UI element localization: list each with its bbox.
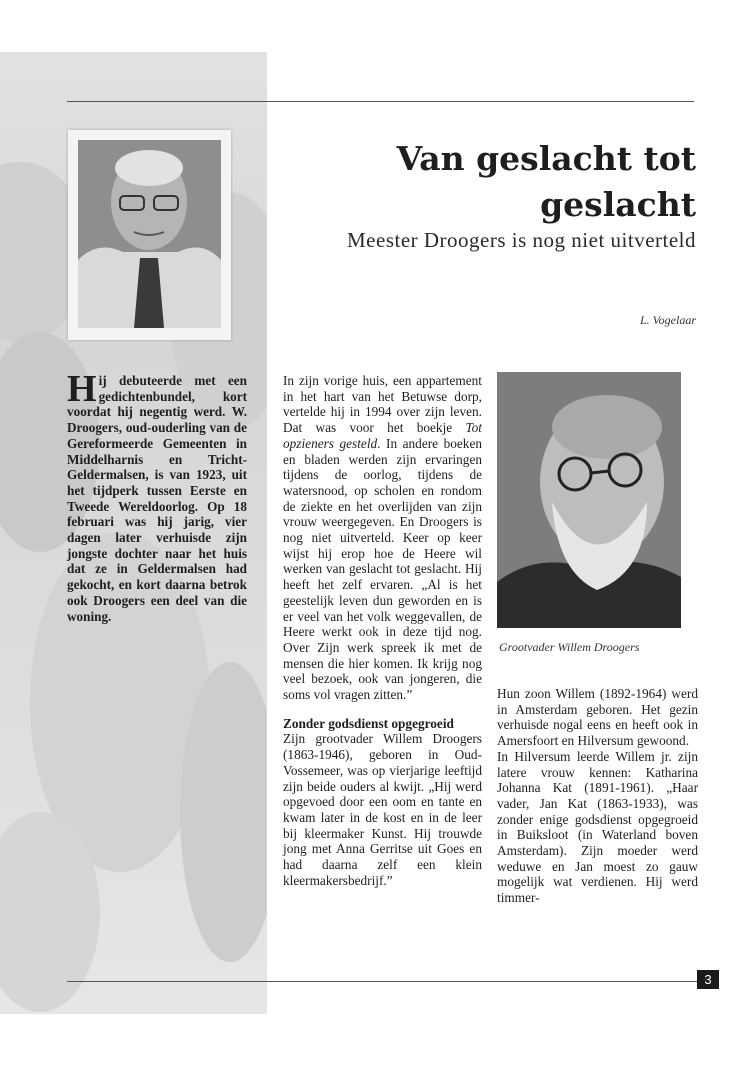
book-title: Tot opzieners gesteld xyxy=(283,420,482,451)
paragraph xyxy=(283,373,482,703)
intro-text: ij debuteerde met een gedichtenbundel, kort voordat hij negentig werd. W. Droogers, oud-ouderling van de Gereformeerde Gemeenten in Middelharnis en Tricht-Geldermalsen, is van 1923, uit het tijdperk tussen Eerste en Tweede Wereldoorlog. Op 18 februari was hij jarig, vier dagen later verhuisde zijn jongste dochter naar het huis dat ze in Geldermalsen had gekocht, en kort daarna betrok ook Droogers een deel van die woning. xyxy=(67,373,247,624)
grandfather-photo xyxy=(497,372,681,628)
top-rule xyxy=(67,101,694,102)
intro-paragraph xyxy=(67,368,247,624)
article-author: L. Vogelaar xyxy=(639,313,696,327)
paragraph: Hun zoon Willem (1892-1964) werd in Amsterdam geboren. Het gezin verhuisde nogal eens en heeft ook in Amersfoort en Hilversum gewoond. xyxy=(497,686,698,749)
bottom-rule xyxy=(67,981,697,982)
article-subtitle: Meester Droogers is nog niet uitverteld xyxy=(347,228,696,252)
paragraph-text: In zijn vorige huis, een appartement in het hart van het Betuwse dorp, vertelde hij in 1994 over zijn leven. Dat was voor het boekje xyxy=(283,373,482,436)
portrait-photo-frame xyxy=(68,130,231,340)
portrait-photo xyxy=(78,140,221,328)
photo-caption: Grootvader Willem Droogers xyxy=(499,640,640,654)
page-number: 3 xyxy=(697,970,719,989)
paragraph: Zijn grootvader Willem Droogers (1863-1946), geboren in Oud-Vossemeer, was op vierjarige leeftijd zijn beide ouders al kwijt. „Hij werd opgevoed door een oom en tante en kwam later in de kost en in de leer bij kleermaker Kunst. Hij trouwde jong met Anna Gerritse uit Goes en had daarna zelf een klein kleermakersbedrijf.” xyxy=(283,731,482,888)
article-column-2 xyxy=(497,686,698,906)
section-subheading: Zonder godsdienst opgegroeid xyxy=(283,715,454,731)
drop-cap: H xyxy=(67,368,97,410)
article-title: Van geslacht tot geslacht xyxy=(396,139,696,224)
paragraph: In Hilversum leerde Willem jr. zijn latere vrouw kennen: Katharina Johanna Kat (1891-1961). „Haar vader, Jan Kat (1863-1933), was zonder enige godsdienst opgegroeid in Buiksloot (in Waterland boven Amsterdam). Zijn moeder werd weduwe en Jan moest zo gauw mogelijk wat verdienen. Hij werd timmer- xyxy=(497,748,698,906)
paragraph-text: . In andere boeken en bladen werden zijn ervaringen tijdens de oorlog, tijdens de watersnood, op scholen en rondom de ziekte en het overlijden van zijn vrouw weergegeven. En Droogers is nog niet uitverteld. Keer op keer wijst hij erop hoe de Heere wil werken van geslacht tot geslacht. Hij heeft het zelf ervaren. „Al is het geestelijk leven dun geworden en is er veel van het volk weggevallen, de Heere werkt ook in deze tijd nog. Over Zijn werk spreek ik met de mensen die hier komen. Ik krijg nog veel bezoek, ook van jongeren, die soms vol vragen zitten.” xyxy=(283,435,482,703)
article-column-1 xyxy=(283,373,482,889)
